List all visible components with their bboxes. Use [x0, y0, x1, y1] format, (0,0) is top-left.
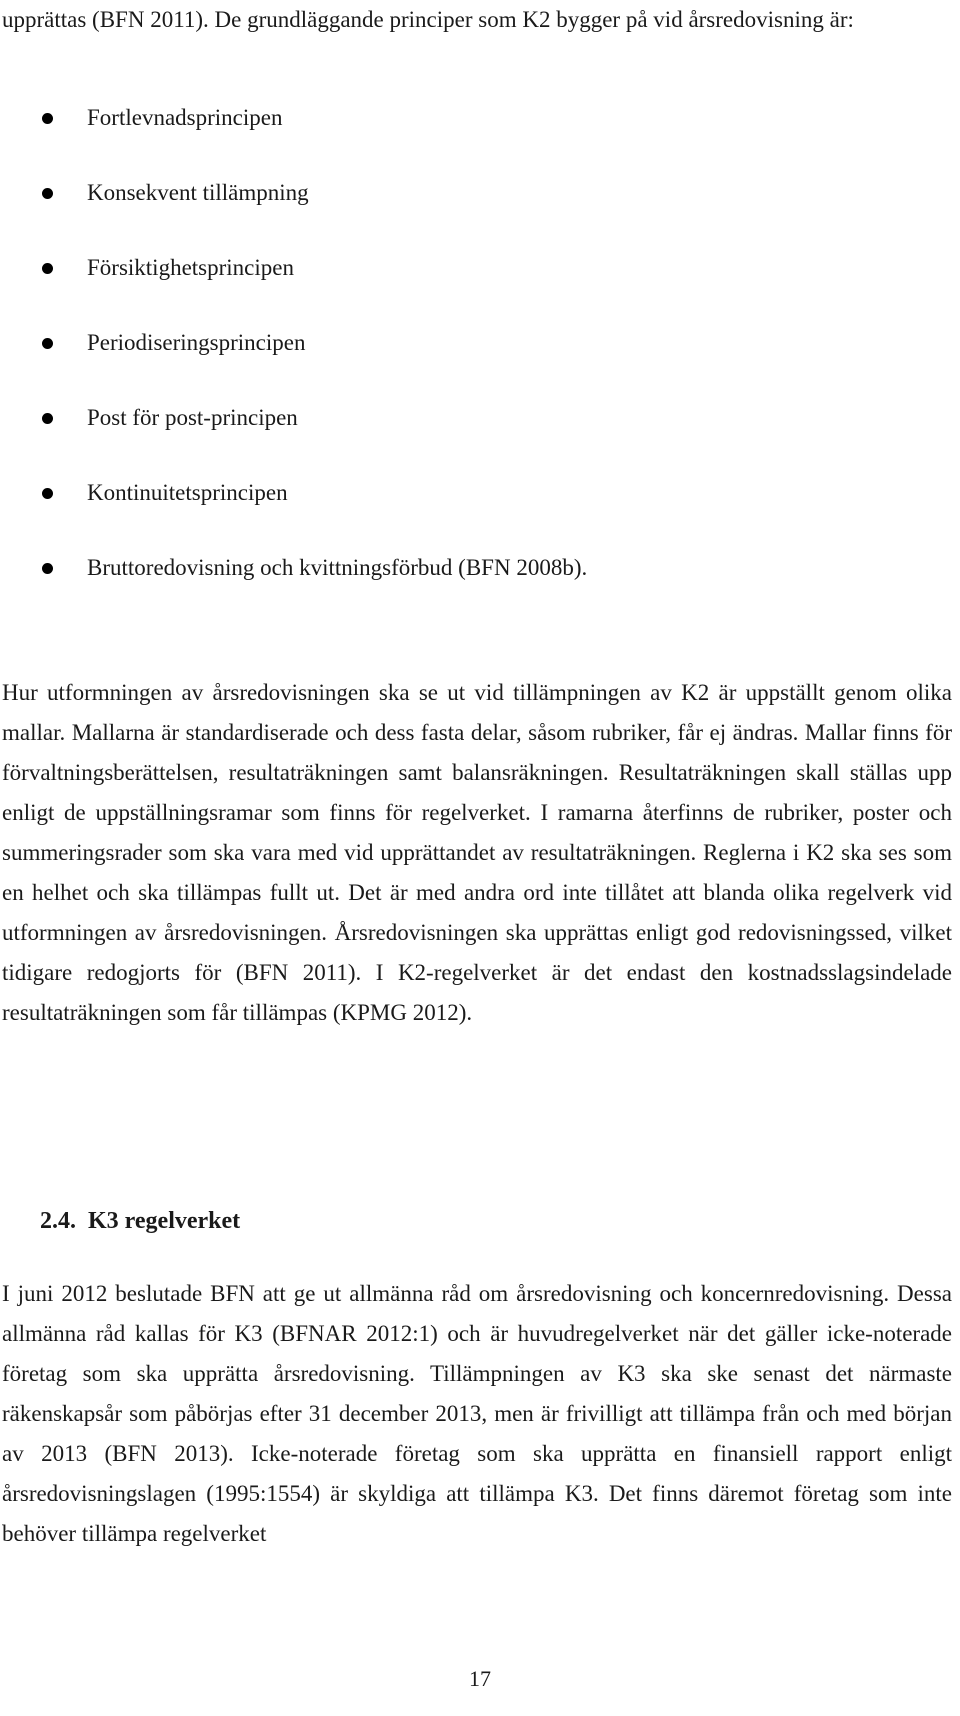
list-item — [0, 404, 587, 479]
principle-label: Fortlevnadsprincipen — [87, 105, 283, 130]
principle-label: Kontinuitetsprincipen — [87, 480, 288, 505]
list-item — [0, 179, 587, 254]
principle-label: Försiktighetsprincipen — [87, 255, 294, 280]
page-number: 17 — [469, 1666, 491, 1691]
list-item — [0, 329, 587, 404]
list-item — [0, 554, 587, 629]
section-heading — [40, 1206, 240, 1236]
k3-paragraph: I juni 2012 beslutade BFN att ge ut allmänna råd om årsredovisning och koncernredovisning. Dessa allmänna råd kallas för K3 (BFNAR 2012:1) och är huvudregelverket när det gäller icke-noterade företag som ska upprätta årsredovisning. Tillämpningen av K3 ska ske senast det närmaste räkenskapsår som påbörjas efter 31 december 2013, men är frivilligt att tillämpa från och med början av 2013 (BFN 2013). Icke-noterade företag som ska upprätta en finansiell rapport enligt årsredovisningslagen (1995:1554) är skyldiga att tillämpa K3. Det finns däremot företag som inte behöver tillämpa regelverket — [2, 1281, 952, 1546]
bullet-icon — [42, 413, 53, 424]
bullet-icon — [42, 188, 53, 199]
bullet-icon — [42, 113, 53, 124]
list-item — [0, 104, 587, 179]
bullet-icon — [42, 488, 53, 499]
principles-list — [0, 104, 587, 629]
principle-label: Periodiseringsprincipen — [87, 330, 306, 355]
bullet-icon — [42, 338, 53, 349]
intro-paragraph: upprättas (BFN 2011). De grundläggande principer som K2 bygger på vid årsredovisning är: — [2, 7, 854, 32]
list-item — [0, 479, 587, 554]
principle-label: Bruttoredovisning och kvittningsförbud (BFN 2008b). — [87, 555, 588, 580]
principle-label: Konsekvent tillämpning — [87, 180, 309, 205]
section-number: 2.4. — [40, 1208, 76, 1234]
principle-label: Post för post-principen — [87, 405, 298, 430]
templates-paragraph: Hur utformningen av årsredovisningen ska se ut vid tillämpningen av K2 är uppställt genom olika mallar. Mallarna är standardiserade och dess fasta delar, såsom rubriker, får ej ändras. Mallar finns för förvaltningsberättelsen, resultaträkningen samt balansräkningen. Resultaträkningen skall ställas upp enligt de uppställningsramar som finns för regelverket. I ramarna återfinns de rubriker, poster och summeringsrader som ska vara med vid upprättandet av resultaträkningen. Reglerna i K2 ska ses som en helhet och ska tillämpas fullt ut. Det är med andra ord inte tillåtet att blanda olika regelverk vid utformningen av årsredovisningen. Årsredovisningen ska upprättas enligt god redovisningssed, vilket tidigare redogjorts för (BFN 2011). I K2-regelverket är det endast den kostnadsslagsindelade resultaträkningen som får tillämpas (KPMG 2012). — [2, 680, 952, 1025]
section-title: K3 regelverket — [88, 1208, 241, 1234]
list-item — [0, 254, 587, 329]
bullet-icon — [42, 263, 53, 274]
bullet-icon — [42, 563, 53, 574]
